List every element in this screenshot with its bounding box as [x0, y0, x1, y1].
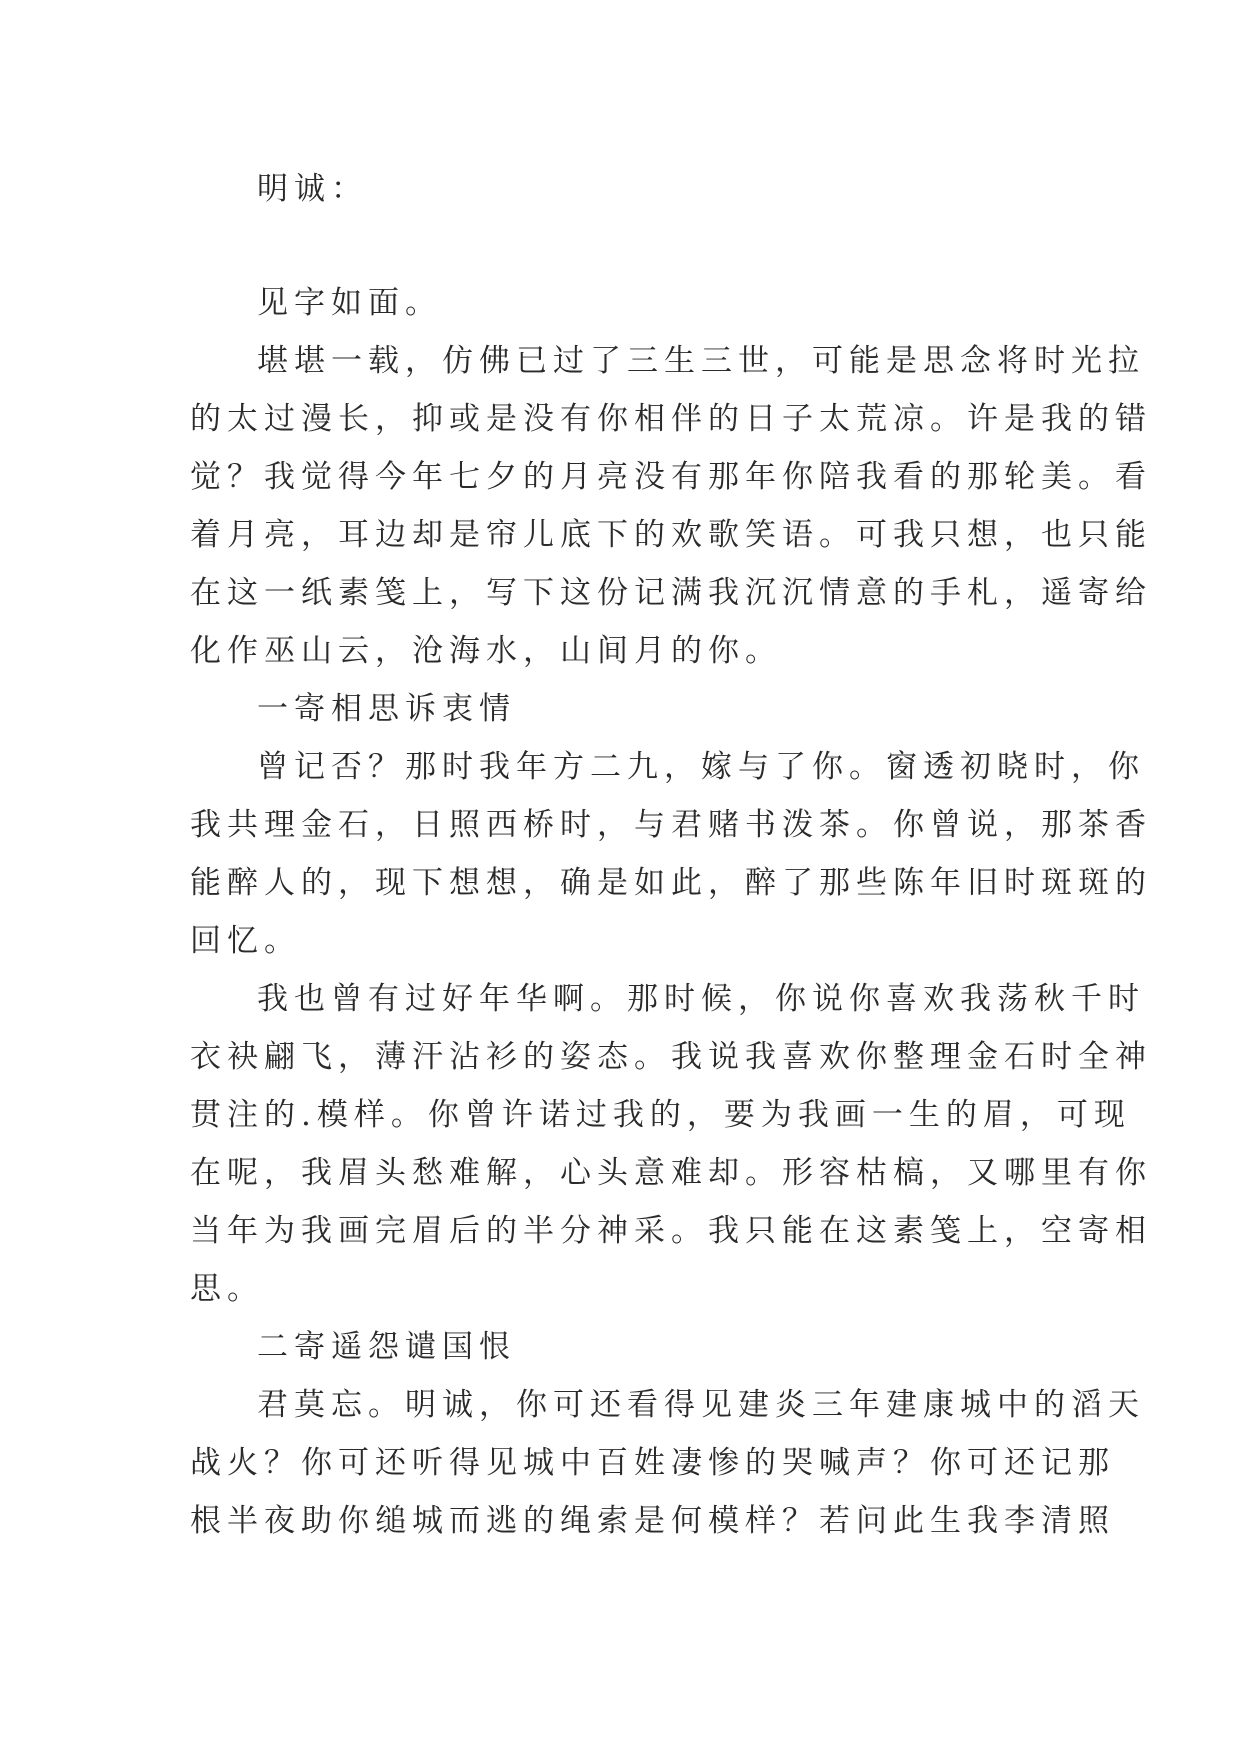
paragraph-line: 在这一纸素笺上，写下这份记满我沉沉情意的手札，遥寄给: [190, 575, 1152, 611]
paragraph-line: 能醉人的，现下想想，确是如此，醉了那些陈年旧时斑斑的: [190, 865, 1152, 901]
paragraph-line: 着月亮，耳边却是帘儿底下的欢歌笑语。可我只想，也只能: [190, 517, 1152, 553]
paragraph-line: 根半夜助你缒城而逃的绳索是何模样？若问此生我李清照: [190, 1503, 1115, 1539]
paragraph-line: 我也曾有过好年华啊。那时候，你说你喜欢我荡秋千时: [257, 981, 1145, 1017]
paragraph-line: 化作巫山云，沧海水，山间月的你。: [190, 633, 782, 669]
paragraph-3: [190, 970, 1152, 1318]
paragraph-line: 曾记否？那时我年方二九，嫁与了你。窗透初晓时，你: [257, 749, 1145, 785]
section-heading-2: 二寄遥怨谴国恨: [257, 1329, 516, 1365]
paragraph-line: 君莫忘。明诚，你可还看得见建炎三年建康城中的滔天: [257, 1387, 1145, 1423]
paragraph-1: [190, 332, 1152, 680]
paragraph-line: 当年为我画完眉后的半分神采。我只能在这素笺上，空寄相: [190, 1213, 1152, 1249]
paragraph-line: 思。: [190, 1271, 264, 1307]
paragraph-line: 在呢，我眉头愁难解，心头意难却。形容枯槁，又哪里有你: [190, 1155, 1152, 1191]
paragraph-line: 衣袂翩飞，薄汗沾衫的姿态。我说我喜欢你整理金石时全神: [190, 1039, 1152, 1075]
paragraph-4: [190, 1376, 1145, 1550]
paragraph-line: 我共理金石，日照西桥时，与君赌书泼茶。你曾说，那茶香: [190, 807, 1152, 843]
section-heading-1: 一寄相思诉衷情: [257, 691, 516, 727]
paragraph-line: 的太过漫长，抑或是没有你相伴的日子太荒凉。许是我的错: [190, 401, 1152, 437]
paragraph-line: 堪堪一载，仿佛已过了三生三世，可能是思念将时光拉: [257, 343, 1145, 379]
salutation: 明诚：: [257, 171, 368, 207]
paragraph-2: [190, 738, 1152, 970]
paragraph-line: 回忆。: [190, 923, 301, 959]
paragraph-line: 贯注的.模样。你曾许诺过我的，要为我画一生的眉，可现: [190, 1097, 1131, 1133]
opening-line: 见字如面。: [257, 285, 442, 321]
paragraph-line: 战火？你可还听得见城中百姓凄惨的哭喊声？你可还记那: [190, 1445, 1115, 1481]
paragraph-line: 觉？我觉得今年七夕的月亮没有那年你陪我看的那轮美。看: [190, 459, 1152, 495]
letter-body: [190, 160, 1152, 1550]
